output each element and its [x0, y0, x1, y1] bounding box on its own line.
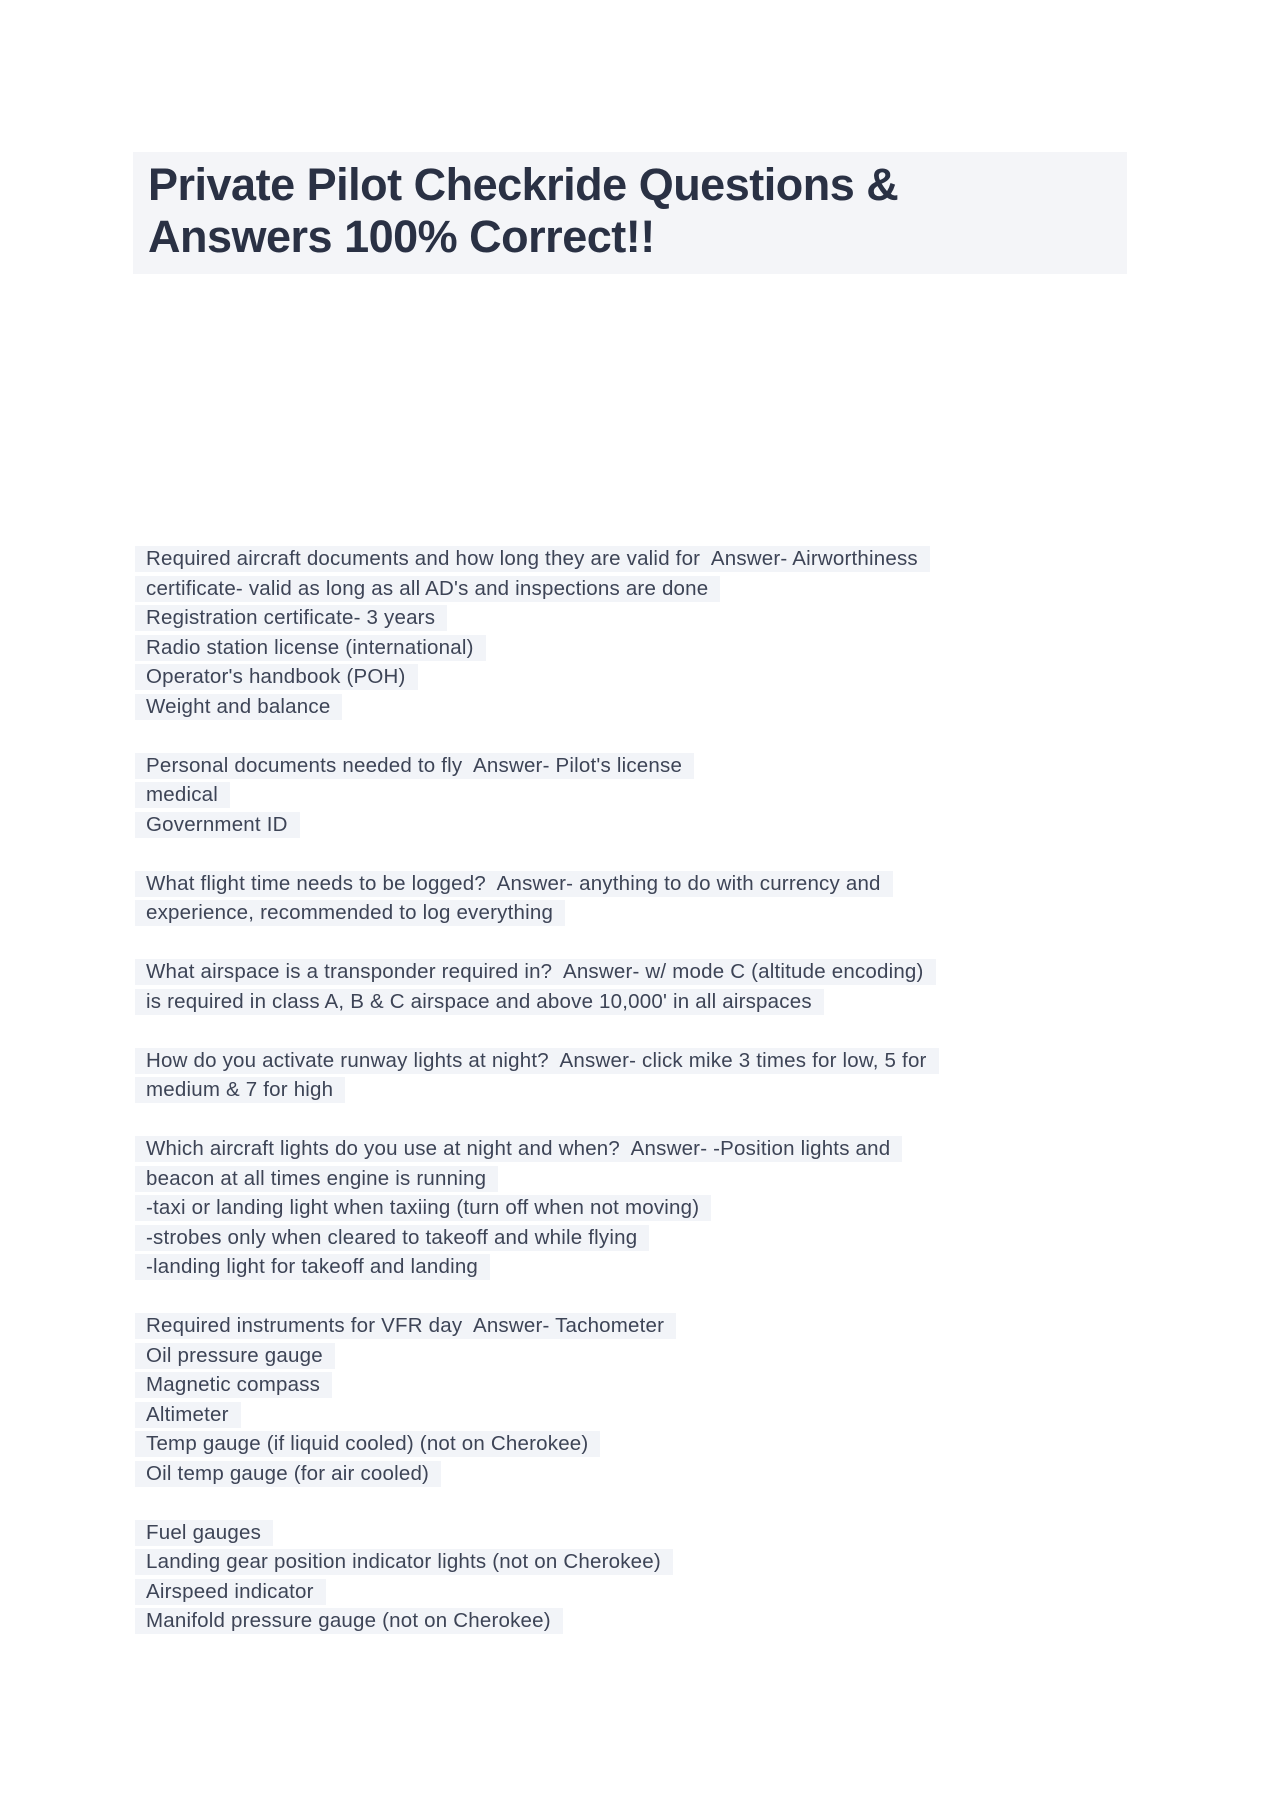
qa-line — [135, 1075, 1165, 1105]
qa-line — [135, 1252, 1165, 1282]
qa-line — [135, 692, 1165, 722]
qa-line-text: Registration certificate- 3 years — [135, 605, 447, 631]
qa-line — [135, 1164, 1165, 1194]
qa-item — [135, 1134, 1165, 1282]
qa-line-text: Required instruments for VFR day Answer- Tachometer — [135, 1313, 676, 1339]
qa-line — [135, 1577, 1165, 1607]
qa-line-text: Altimeter — [135, 1402, 241, 1428]
qa-line — [135, 1193, 1165, 1223]
qa-list — [135, 544, 1165, 1665]
qa-line — [135, 1400, 1165, 1430]
qa-line — [135, 1311, 1165, 1341]
qa-line-text: Operator's handbook (POH) — [135, 664, 418, 690]
qa-item — [135, 869, 1165, 928]
qa-line — [135, 1429, 1165, 1459]
qa-line-text: Government ID — [135, 812, 300, 838]
qa-line — [135, 1518, 1165, 1548]
qa-line — [135, 662, 1165, 692]
qa-line-text: Personal documents needed to fly Answer- Pilot's license — [135, 753, 694, 779]
qa-item — [135, 1518, 1165, 1636]
title-line-2: Answers 100% Correct!! — [148, 211, 655, 262]
qa-line-text: Required aircraft documents and how long they are valid for Answer- Airworthiness — [135, 546, 930, 572]
qa-line-text: How do you activate runway lights at night? Answer- click mike 3 times for low, 5 for — [135, 1048, 939, 1074]
qa-line — [135, 633, 1165, 663]
qa-line-text: Oil pressure gauge — [135, 1343, 335, 1369]
qa-line — [135, 751, 1165, 781]
qa-line — [135, 987, 1165, 1017]
qa-line — [135, 603, 1165, 633]
title-line-1: Private Pilot Checkride Questions & — [148, 159, 899, 210]
qa-line-text: beacon at all times engine is running — [135, 1166, 498, 1192]
qa-line-text: Weight and balance — [135, 694, 342, 720]
qa-line-text: medical — [135, 782, 230, 808]
qa-line — [135, 1134, 1165, 1164]
qa-line — [135, 544, 1165, 574]
qa-line-text: Which aircraft lights do you use at night and when? Answer- -Position lights and — [135, 1136, 902, 1162]
qa-line-text: medium & 7 for high — [135, 1077, 345, 1103]
qa-line — [135, 780, 1165, 810]
page-title — [148, 159, 1117, 263]
qa-line-text: What flight time needs to be logged? Answer- anything to do with currency and — [135, 871, 893, 897]
qa-line — [135, 1046, 1165, 1076]
qa-line-text: What airspace is a transponder required in? Answer- w/ mode C (altitude encoding) — [135, 959, 936, 985]
qa-line-text: is required in class A, B & C airspace and above 10,000' in all airspaces — [135, 989, 824, 1015]
qa-item — [135, 544, 1165, 721]
qa-line-text: certificate- valid as long as all AD's and inspections are done — [135, 576, 720, 602]
qa-line-text: Landing gear position indicator lights (not on Cherokee) — [135, 1549, 673, 1575]
qa-line-text: -taxi or landing light when taxiing (turn off when not moving) — [135, 1195, 711, 1221]
qa-line — [135, 1223, 1165, 1253]
qa-line — [135, 1606, 1165, 1636]
qa-line-text: -landing light for takeoff and landing — [135, 1254, 490, 1280]
qa-line-text: Magnetic compass — [135, 1372, 332, 1398]
qa-line-text: Oil temp gauge (for air cooled) — [135, 1461, 441, 1487]
qa-line-text: Manifold pressure gauge (not on Cherokee) — [135, 1608, 563, 1634]
qa-line-text: Radio station license (international) — [135, 635, 486, 661]
qa-line — [135, 1341, 1165, 1371]
qa-line — [135, 574, 1165, 604]
qa-line — [135, 869, 1165, 899]
document-title-block — [133, 152, 1127, 274]
qa-line — [135, 898, 1165, 928]
qa-line-text: experience, recommended to log everything — [135, 900, 565, 926]
qa-line — [135, 1459, 1165, 1489]
qa-line-text: Temp gauge (if liquid cooled) (not on Cherokee) — [135, 1431, 600, 1457]
qa-item — [135, 1046, 1165, 1105]
qa-line — [135, 810, 1165, 840]
qa-item — [135, 751, 1165, 840]
qa-item — [135, 1311, 1165, 1488]
qa-line-text: -strobes only when cleared to takeoff and while flying — [135, 1225, 649, 1251]
qa-line-text: Airspeed indicator — [135, 1579, 326, 1605]
qa-line — [135, 957, 1165, 987]
qa-line-text: Fuel gauges — [135, 1520, 273, 1546]
qa-item — [135, 957, 1165, 1016]
qa-line — [135, 1370, 1165, 1400]
qa-line — [135, 1547, 1165, 1577]
